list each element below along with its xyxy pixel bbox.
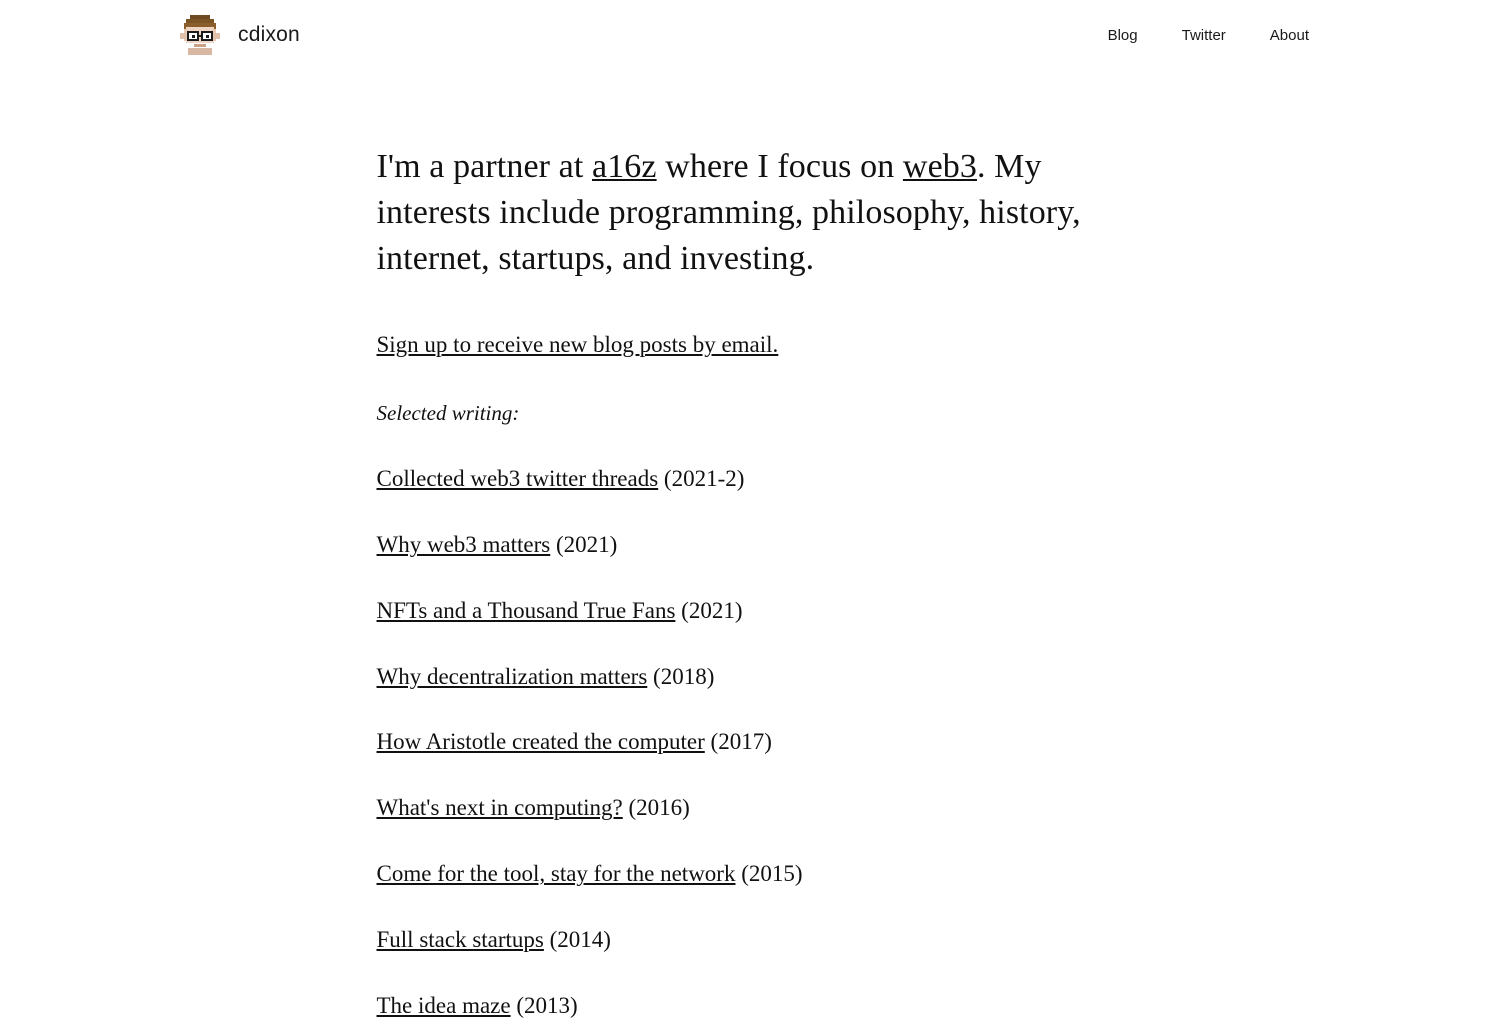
post-year: (2016) — [628, 795, 690, 821]
post-list — [377, 464, 1097, 1021]
list-item — [377, 662, 1097, 692]
post-link[interactable]: Collected web3 twitter threads — [376, 465, 659, 491]
brand-logo-link[interactable] — [176, 11, 300, 59]
list-item — [377, 991, 1097, 1021]
post-link[interactable]: NFTs and a Thousand True Fans — [376, 597, 676, 623]
main-nav — [1108, 27, 1309, 44]
intro-paragraph — [377, 144, 1097, 283]
signup-link[interactable]: Sign up to receive new blog posts by email. — [376, 331, 779, 357]
nav-item-blog[interactable]: Blog — [1107, 26, 1138, 44]
intro-text-part1: I'm a partner at — [376, 148, 592, 185]
selected-writing-label: Selected writing: — [376, 400, 520, 425]
web3-link[interactable]: web3 — [902, 148, 977, 185]
post-link[interactable]: Come for the tool, stay for the network — [376, 861, 736, 887]
list-item — [377, 596, 1097, 626]
intro-text-part3: . My interests include programming, philosophy, history, internet, startups, and investing. — [376, 148, 1081, 278]
post-link[interactable]: The idea maze — [376, 993, 511, 1019]
post-link[interactable]: What's next in computing? — [376, 795, 623, 821]
post-year: (2013) — [516, 993, 578, 1019]
signup-paragraph — [377, 329, 1097, 361]
nav-item-about[interactable]: About — [1269, 26, 1309, 44]
intro-text-part2: where I focus on — [656, 148, 903, 185]
post-year: (2014) — [549, 927, 611, 953]
post-link[interactable]: How Aristotle created the computer — [376, 729, 705, 755]
post-year: (2015) — [741, 861, 803, 887]
list-item — [377, 859, 1097, 889]
post-link[interactable]: Why decentralization matters — [376, 663, 648, 689]
list-item — [377, 793, 1097, 823]
main-content — [377, 144, 1097, 1021]
site-header — [0, 0, 1485, 70]
post-year: (2018) — [653, 663, 715, 689]
list-item — [377, 925, 1097, 955]
a16z-link[interactable]: a16z — [592, 148, 657, 185]
list-item — [377, 530, 1097, 560]
post-year: (2021) — [681, 597, 743, 623]
list-item — [377, 464, 1097, 494]
post-link[interactable]: Why web3 matters — [376, 531, 551, 557]
post-link[interactable]: Full stack startups — [376, 927, 544, 953]
list-item — [377, 727, 1097, 757]
post-year: (2017) — [710, 729, 772, 755]
pixel-avatar-icon — [176, 11, 224, 59]
post-year: (2021-2) — [663, 465, 745, 491]
nav-item-twitter[interactable]: Twitter — [1181, 26, 1226, 44]
brand-name: cdixon — [238, 23, 300, 46]
post-year: (2021) — [555, 531, 618, 557]
